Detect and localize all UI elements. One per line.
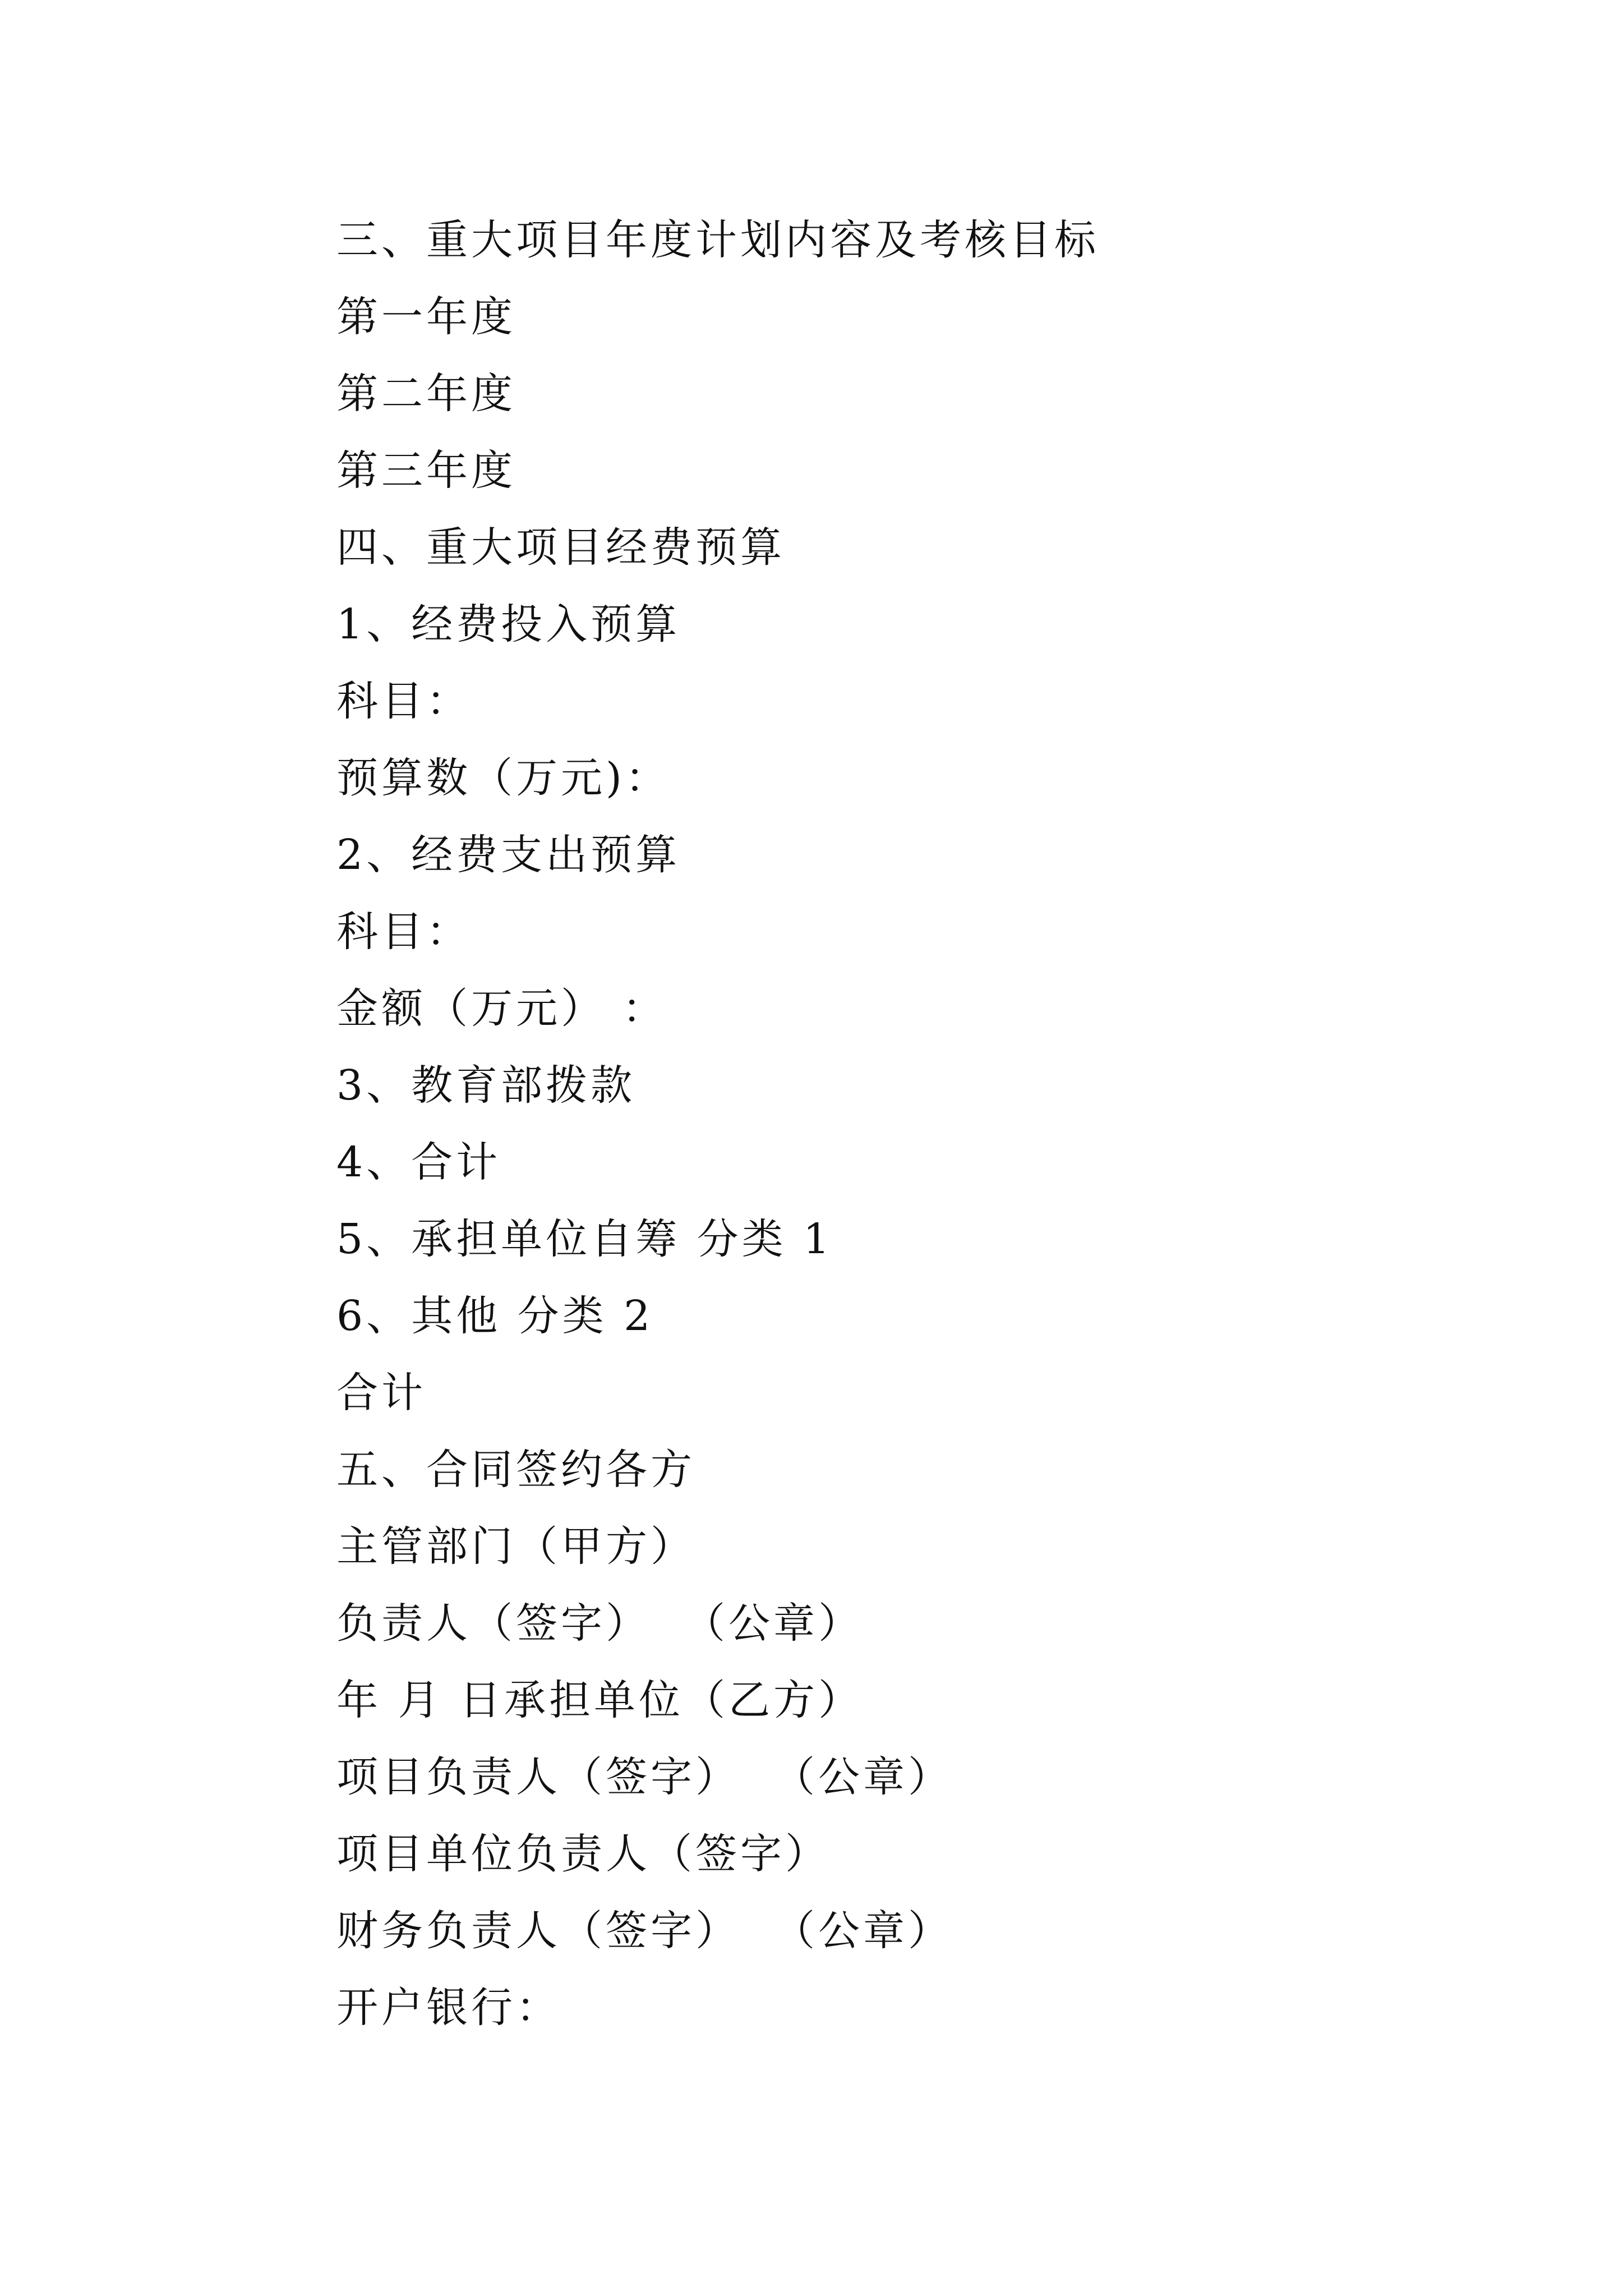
text-line-other: 6、其他 分类 2 xyxy=(336,1292,654,1340)
text-line-year-three: 第三年度 xyxy=(336,447,516,495)
text-line-expenditure-budget: 2、经费支出预算 xyxy=(336,831,681,879)
text-line-responsible-person: 负责人（签字） （公章） xyxy=(336,1599,864,1648)
section-heading-annual-plan: 三、重大项目年度计划内容及考核目标 xyxy=(336,216,1099,264)
text-line-date-party-b: 年 月 日承担单位（乙方） xyxy=(336,1676,864,1724)
section-heading-budget: 四、重大项目经费预算 xyxy=(336,523,785,572)
text-line-amount: 金额（万元） ： xyxy=(336,984,667,1033)
text-line-total: 合计 xyxy=(336,1369,426,1417)
text-line-input-budget: 1、经费投入预算 xyxy=(336,600,681,648)
text-line-subtotal: 4、合计 xyxy=(336,1138,501,1186)
text-line-self-raised: 5、承担单位自筹 分类 1 xyxy=(336,1215,833,1263)
text-line-bank: 开户银行： xyxy=(336,1984,561,2032)
text-line-year-two: 第二年度 xyxy=(336,370,516,418)
text-line-unit-leader: 项目单位负责人（签字） xyxy=(336,1830,830,1878)
section-heading-signatories: 五、合同签约各方 xyxy=(336,1446,695,1494)
text-line-year-one: 第一年度 xyxy=(336,293,516,341)
text-line-party-a: 主管部门（甲方） xyxy=(336,1522,695,1571)
text-line-finance-leader: 财务负责人（签字） （公章） xyxy=(336,1907,953,1955)
text-line-budget-amount: 预算数（万元)： xyxy=(336,754,670,802)
document-body xyxy=(336,202,1514,2046)
text-line-subject-2: 科目： xyxy=(336,908,471,956)
text-line-ministry-allocation: 3、教育部拨款 xyxy=(336,1061,636,1110)
text-line-subject: 科目： xyxy=(336,677,471,725)
text-line-project-leader: 项目负责人（签字） （公章） xyxy=(336,1753,953,1801)
